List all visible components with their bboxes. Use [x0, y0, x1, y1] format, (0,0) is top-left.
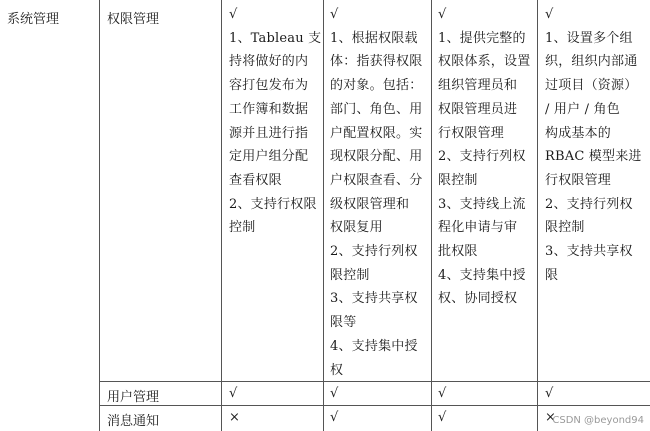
row-label-permission: 权限管理 — [107, 12, 160, 27]
cell-line: 4、支持集中授 — [330, 338, 418, 354]
cell-permission-1 — [229, 3, 321, 240]
module-label: 系统管理 — [7, 12, 60, 27]
cell-permission-3 — [438, 3, 530, 311]
cell-line: / 用户 / 角色 — [545, 101, 620, 117]
cell-line: √ — [229, 7, 238, 22]
col-border-5 — [537, 0, 538, 431]
cell-user-4: √ — [545, 386, 554, 401]
cell-line: 2、支持行列权 — [438, 149, 526, 165]
cell-line: 行权限管理 — [545, 172, 612, 188]
cell-line: √ — [438, 7, 447, 22]
cell-notify-2: √ — [330, 410, 339, 425]
cell-line: 3、支持线上流 — [438, 196, 526, 212]
cell-permission-4 — [545, 3, 642, 287]
cell-line: 查看权限 — [229, 172, 282, 188]
cell-line: 4、支持集中授 — [438, 267, 526, 283]
cell-line: 2、支持行权限 — [229, 196, 317, 212]
cell-line: 容打包发布为 — [229, 78, 309, 94]
cell-user-3: √ — [438, 386, 447, 401]
cell-line: 的对象。包括： — [330, 78, 423, 94]
cell-line: 权限体系，设置 — [438, 54, 531, 70]
cell-line: 限等 — [330, 315, 357, 331]
cell-line: 级权限管理和 — [330, 196, 410, 212]
cell-line: 行权限管理 — [438, 125, 505, 141]
col-border-4 — [431, 0, 432, 431]
cell-line: 权、协同授权 — [438, 291, 518, 307]
cell-line: 源并且进行指 — [229, 125, 309, 141]
col-border-1 — [99, 0, 100, 431]
cell-line: 过项目（资源） — [545, 78, 638, 94]
watermark: CSDN @beyond94 — [552, 415, 644, 426]
cell-line: 工作簿和数据 — [229, 101, 309, 117]
cell-user-2: √ — [330, 386, 339, 401]
cell-line: 组织管理员和 — [438, 78, 518, 94]
cell-line: 3、支持共享权 — [330, 291, 418, 307]
cell-line: 构成基本的 — [545, 125, 612, 141]
cell-line: 限控制 — [330, 267, 370, 283]
cell-line: 部门、角色、用 — [330, 101, 423, 117]
cell-line: RBAC 模型来进 — [545, 149, 642, 165]
cell-line: 批权限 — [438, 244, 478, 260]
cell-line: 2、支持行列权 — [545, 196, 633, 212]
row-label-notify: 消息通知 — [107, 414, 160, 429]
cell-line: 控制 — [229, 220, 256, 236]
cell-line: 1、提供完整的 — [438, 30, 526, 46]
row-border-2 — [99, 405, 650, 406]
cell-notify-4: × — [545, 410, 556, 425]
cell-line: 权 — [330, 362, 344, 378]
col-border-2 — [221, 0, 222, 431]
cell-line: 1、根据权限载 — [330, 30, 418, 46]
cell-line: 织，组织内部通 — [545, 54, 638, 70]
cell-line: √ — [330, 7, 339, 22]
cell-line: 户配置权限。实 — [330, 125, 423, 141]
cell-line: 2、支持行列权 — [330, 244, 418, 260]
cell-line: 程化申请与审 — [438, 220, 518, 236]
cell-line: 限控制 — [545, 220, 585, 236]
col-border-3 — [323, 0, 324, 431]
cell-line: 权限复用 — [330, 220, 383, 236]
cell-line: 持将做好的内 — [229, 54, 309, 70]
cell-notify-1: × — [229, 410, 240, 425]
cell-line: 1、设置多个组 — [545, 30, 633, 46]
cell-line: 现权限分配、用 — [330, 149, 423, 165]
row-label-user: 用户管理 — [107, 390, 160, 405]
cell-line: 户权限查看、分 — [330, 172, 423, 188]
cell-line: 定用户组分配 — [229, 149, 309, 165]
cell-line: 3、支持共享权 — [545, 244, 633, 260]
cell-notify-3: √ — [438, 410, 447, 425]
cell-line: √ — [545, 7, 554, 22]
cell-line: 权限管理员进 — [438, 101, 518, 117]
cell-line: 体：指获得权限 — [330, 54, 423, 70]
cell-user-1: √ — [229, 386, 238, 401]
cell-permission-2 — [330, 3, 422, 382]
cell-line: 限 — [545, 267, 559, 283]
cell-line: 限控制 — [438, 172, 478, 188]
cell-line: 1、Tableau 支 — [229, 30, 322, 46]
